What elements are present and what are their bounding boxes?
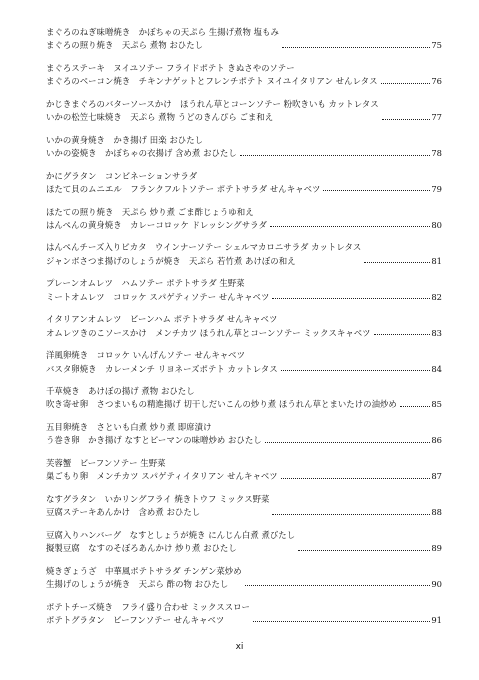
dot-leader	[272, 298, 430, 299]
toc-entry-text: 五目卵焼き さといも白煮 炒り煮 即席漬け	[46, 421, 212, 432]
toc-entry-lines	[46, 170, 320, 197]
toc-entry[interactable]	[46, 529, 442, 556]
toc-entry-text: プレーンオムレツ ハムソテー ポテトサラダ 生野菜	[46, 278, 245, 289]
toc-page-number: 82	[431, 291, 442, 302]
toc-entry-lines	[46, 206, 267, 233]
toc-page-number: 91	[431, 614, 442, 625]
dot-leader	[281, 478, 431, 479]
toc-entry-text: かにグラタン コンビネーションサラダ	[46, 170, 198, 181]
toc-entry-lines	[46, 601, 250, 628]
dot-leader	[282, 47, 430, 48]
toc-page-number: 81	[431, 255, 442, 266]
dot-leader	[245, 585, 431, 586]
toc-entry[interactable]	[46, 62, 442, 89]
toc-entry[interactable]	[46, 349, 442, 376]
toc-entry-lines	[46, 62, 378, 89]
dot-leader	[400, 406, 430, 407]
toc-entry[interactable]	[46, 457, 442, 484]
toc-entry-text: 擬製豆腐 なすのそぼろあんかけ 炒り煮 おひたし	[46, 543, 237, 554]
toc-entry[interactable]	[46, 277, 442, 304]
toc-entry-text: う巻き卵 かき揚げ なすとピーマンの味噌炒め おひたし	[46, 435, 262, 446]
toc-entry-lines	[46, 134, 237, 161]
toc-entry-text: いかの黄身焼き かき揚げ 田楽 おひたし	[46, 134, 204, 145]
toc-page-number: 76	[431, 76, 442, 87]
toc-entry-text: オムレツきのこソースかけ メンチカツ ほうれん草とコーンソテー ミックスキャベツ	[46, 327, 371, 338]
toc-entry-text: ミートオムレツ コロッケ スパゲティソテー せんキャベツ	[46, 291, 270, 302]
toc-entry-lines	[46, 493, 269, 520]
toc-entry-text: 焼きぎょうざ 中華風ポテトサラダ チンゲン菜炒め	[46, 565, 242, 576]
dot-leader	[364, 262, 430, 263]
toc-page-number: 75	[431, 40, 442, 51]
dot-leader	[381, 83, 431, 84]
toc-entry-text: バスタ卵焼き カレーメンチ リヨネーズポテト カットレタス	[46, 363, 278, 374]
toc-page-number: 85	[431, 399, 442, 410]
toc-entry-lines	[46, 565, 242, 592]
toc-entry-lines	[46, 313, 371, 340]
toc-entry[interactable]	[46, 421, 442, 448]
toc-page-number: 78	[431, 148, 442, 159]
toc-page-number: 88	[431, 507, 442, 518]
toc-entry-text: ほたての照り焼き 天ぷら 炒り煮 ごま酢じょうゆ和え	[46, 206, 254, 217]
toc-entry-text: まぐろステーキ ヌイユソテー フライドポテト きぬさやのソテー	[46, 62, 295, 73]
toc-entry-text: はんぺんの黄身焼き カレーコロッケ ドレッシングサラダ	[46, 219, 267, 230]
toc-entry-text: ポテトチーズ焼き フライ盛り合わせ ミックススロー	[46, 601, 250, 612]
toc-page-number: 77	[431, 112, 442, 123]
toc-entry[interactable]	[46, 26, 442, 53]
toc-page-number: 87	[431, 471, 442, 482]
dot-leader	[374, 334, 431, 335]
toc-entry-text: 生揚げのしょうが焼き 天ぷら 酢の物 おひたし	[46, 579, 229, 589]
toc-entry[interactable]	[46, 565, 442, 592]
toc-entry-lines	[46, 241, 361, 268]
toc-entry[interactable]	[46, 98, 442, 125]
toc-entry-text: なすグラタン いかリングフライ 焼きトウフ ミックス野菜	[46, 493, 270, 504]
toc-entry[interactable]	[46, 601, 442, 628]
toc-entry-lines	[46, 529, 295, 556]
dot-leader	[272, 514, 430, 515]
dot-leader	[382, 119, 431, 120]
toc-page-number: 80	[431, 219, 442, 230]
toc-page-number: 79	[431, 184, 442, 195]
toc-entry-text: 吹き寄せ卵 さつまいもの精進揚げ 切干しだいこんの炒り煮 ほうれん草とまいたけの油炒め	[46, 399, 397, 410]
dot-leader	[298, 550, 430, 551]
toc-entry-text: まぐろのベーコン焼き チキンナゲットとフレンチポテト ヌイユイタリアン せんレタス	[46, 76, 378, 87]
toc-page-number: 90	[431, 579, 442, 589]
toc-entry-lines	[46, 349, 278, 376]
toc-page-number: 84	[431, 363, 442, 374]
toc-entry-text: ポテトグラタン ビーフンソテー せんキャベツ	[46, 614, 225, 625]
dot-leader	[270, 226, 430, 227]
toc-entry-lines	[46, 277, 269, 304]
toc-entry-text: 洋風卵焼き コロッケ いんげんソテー せんキャベツ	[46, 350, 246, 361]
toc-entry-text: かじきまぐろのバターソースかけ ほうれん草とコーンソテー 粉吹きいも カットレタス	[46, 98, 379, 109]
toc-entry-text: 千草焼き あけぼの揚げ 煮物 おひたし	[46, 386, 195, 397]
dot-leader	[265, 442, 431, 443]
toc-entry-text: はんぺんチーズ入りピカタ ウインナーソテー シェルマカロニサラダ カットレタス	[46, 242, 362, 253]
toc-entry[interactable]	[46, 134, 442, 161]
toc-entry[interactable]	[46, 170, 442, 197]
toc-entry-lines	[46, 385, 397, 412]
toc-entry-text: ほたて貝のムニエル フランクフルトソテー ポテトサラダ せんキャベツ	[46, 184, 321, 195]
toc-page-number: 86	[431, 435, 442, 446]
toc-entry[interactable]	[46, 493, 442, 520]
toc-entry[interactable]	[46, 313, 442, 340]
toc-entry[interactable]	[46, 206, 442, 233]
toc-entry-text: 巣ごもり卵 メンチカツ スパゲティイタリアン せんキャベツ	[46, 471, 278, 482]
toc-entry-text: 芙蓉蟹 ビーフンソテー 生野菜	[46, 457, 166, 468]
dot-leader	[253, 621, 430, 622]
toc-entry-lines	[46, 26, 279, 53]
dot-leader	[240, 155, 431, 156]
toc-entry-text: まぐろの照り焼き 天ぷら 煮物 おひたし	[46, 40, 204, 51]
toc-entry-text: いかの松笠七味焼き 天ぷら 煮物 うどのきんぴら ごま和え	[46, 112, 274, 123]
toc-entry-text: 豆腐ステーキあんかけ 含め煮 おひたし	[46, 507, 201, 518]
table-of-contents	[46, 26, 442, 636]
toc-entry-lines	[46, 457, 278, 484]
toc-entry-text: ジャンボさつま揚げのしょうが焼き 天ぷら 若竹煮 あけぼの和え	[46, 255, 296, 266]
toc-entry-text: イタリアンオムレツ ビーンハム ポテトサラダ せんキャベツ	[46, 314, 278, 325]
toc-entry[interactable]	[46, 385, 442, 412]
toc-entry-text: いかの姿焼き かぼちゃの衣揚げ 含め煮 おひたし	[46, 148, 237, 159]
dot-leader	[281, 370, 431, 371]
page-number-footer: xi	[235, 642, 244, 652]
toc-page-number: 89	[431, 543, 442, 554]
toc-entry-lines	[46, 421, 262, 448]
dot-leader	[323, 190, 430, 191]
toc-page-number: 83	[431, 327, 442, 338]
toc-entry[interactable]	[46, 241, 442, 268]
toc-entry-lines	[46, 98, 379, 125]
toc-entry-text: 豆腐入りハンバーグ なすとしょうが焼き にんじん白煮 煮びたし	[46, 529, 296, 540]
toc-entry-text: まぐろのねぎ味噌焼き かぼちゃの天ぷら 生揚げ煮物 塩もみ	[46, 27, 279, 37]
